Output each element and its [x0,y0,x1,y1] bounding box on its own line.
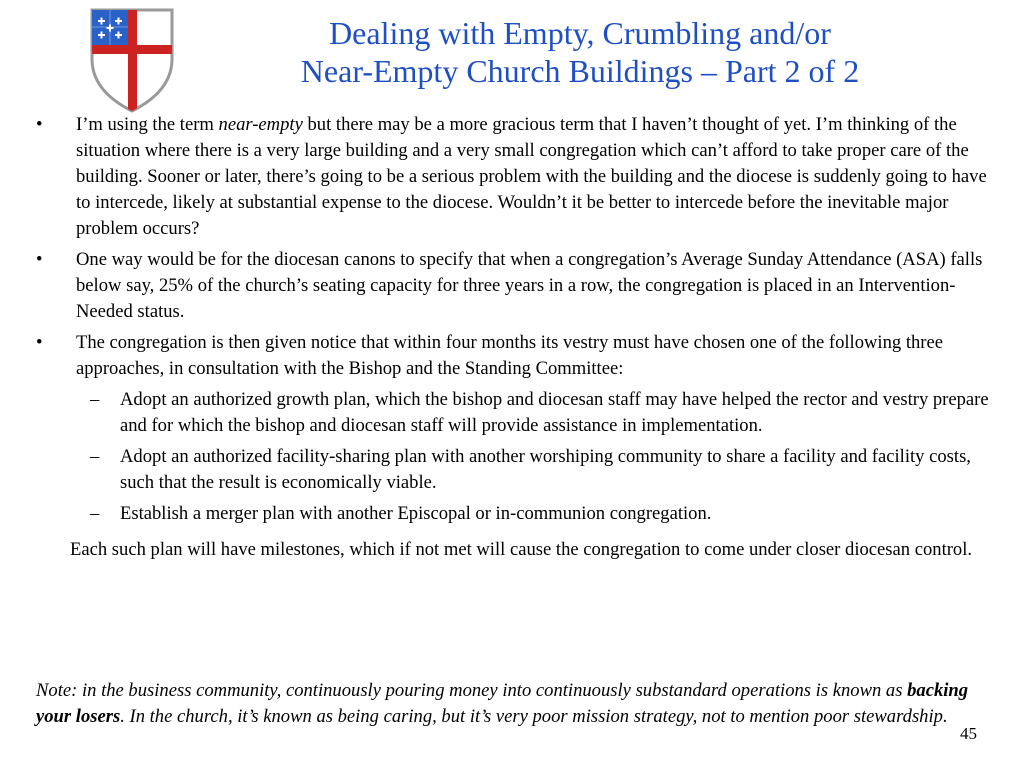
closing-paragraph: Each such plan will have milestones, which if not met will cause the congregation to come under closer diocesan control. [70,539,973,560]
bullet-item [30,330,995,382]
note-text-bold: backing your losers [36,680,969,727]
sub-item [30,387,995,439]
note-text-post: . In the church, it’s known as being caring, but it’s very poor mission strategy, not to mention poor stewardship. [120,706,948,727]
sub-mark: – [90,446,100,467]
sub-text: Establish a merger plan with another Episcopal or in-communion congregation. [120,503,712,524]
page-number: 45 [960,724,977,743]
sub-text: Adopt an authorized growth plan, which the bishop and diocesan staff may have helped the rector and vestry prepare and for which the bishop and diocesan staff will provide assistance in implementation. [120,389,989,436]
bullet-mark: • [36,332,43,353]
episcopal-shield-icon [88,7,176,113]
sub-text: Adopt an authorized facility-sharing plan with another worshiping community to share a facility and facility costs, such that the result is economically viable. [120,446,971,493]
slide-title [190,14,970,90]
sub-item [30,501,995,527]
bullet-item [30,112,995,242]
sub-mark: – [90,503,100,524]
title-line-2: Near-Empty Church Buildings – Part 2 of 2 [300,53,860,89]
note-text-pre: Note: in the business community, continuously pouring money into continuously substandard operations is known as [36,680,908,701]
bullet-text: The congregation is then given notice that within four months its vestry must have chosen one of the following three approaches, in consultation with the Bishop and the Standing Committee: [76,332,943,379]
bullet-mark: • [36,114,43,135]
slide-body [30,112,995,563]
sub-item [30,444,995,496]
bullet-mark: • [36,249,43,270]
sub-mark: – [90,389,100,410]
bullet-item [30,247,995,325]
bullet-text-italic: near-empty [218,114,303,135]
bullet-text-post: but there may be a more gracious term that I haven’t thought of yet. I’m thinking of the situation where there is a very large building and a very small congregation which can’t afford to take proper care of the building. Sooner or later, there’s going to be a serious problem with the building and the diocese is suddenly going to have to intercede, likely at substantial expense to the diocese. Wouldn’t it be better to intercede before the inevitable major problem occurs? [76,114,987,239]
bullet-text-pre: I’m using the term [76,114,219,135]
footnote [36,678,996,730]
title-line-1: Dealing with Empty, Crumbling and/or [329,15,831,51]
bullet-text: One way would be for the diocesan canons to specify that when a congregation’s Average Sunday Attendance (ASA) falls below say, 25% of the church’s seating capacity for three years in a row, the congregation is placed in an Intervention-Needed status. [76,249,983,322]
